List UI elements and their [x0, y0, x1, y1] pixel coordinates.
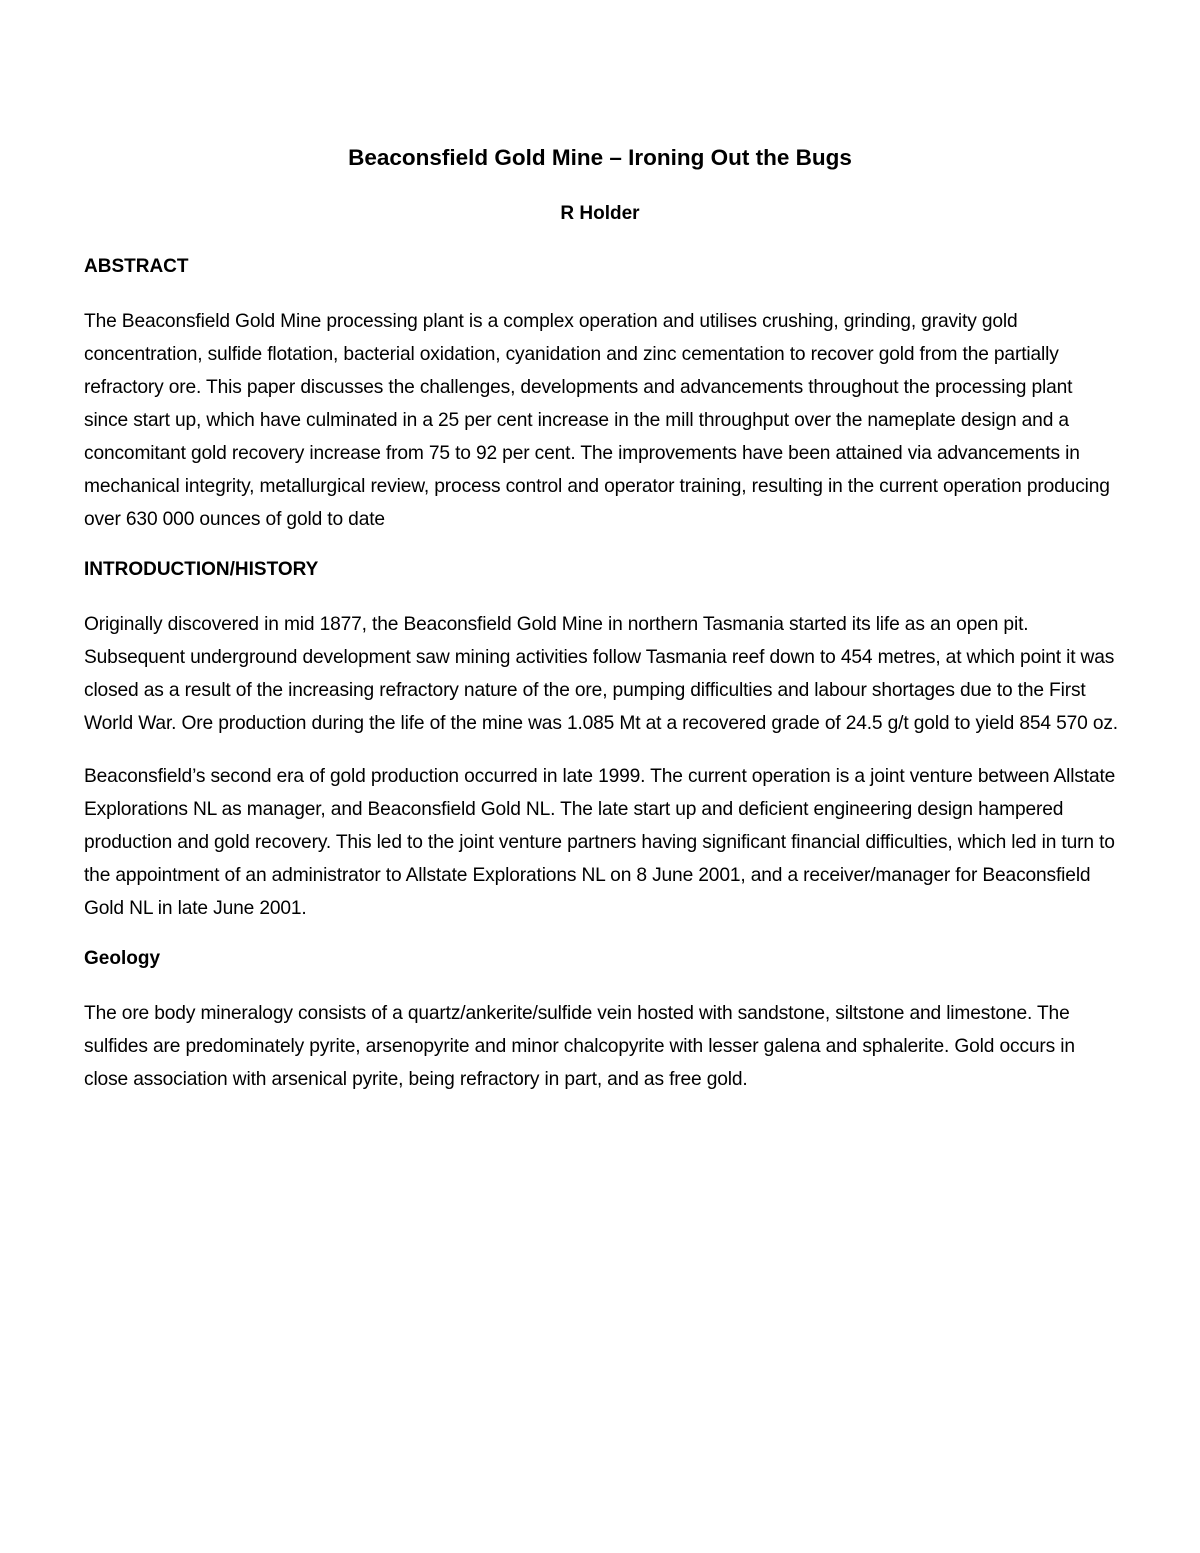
- paper-title: Beaconsfield Gold Mine – Ironing Out the Bugs: [348, 145, 852, 170]
- paper-author: R Holder: [560, 203, 640, 224]
- abstract-paragraph: The Beaconsfield Gold Mine processing plant is a complex operation and utilises crushing, grinding, gravity gold concentration, sulfide flotation, bacterial oxidation, cyanidation and zinc cementation to recover gold from the partially refractory ore. This paper discusses the challenges, developments and advancements throughout the processing plant since start up, which have culminated in a 25 per cent increase in the mill throughput over the nameplate design and a concomitant gold recovery increase from 75 to 92 per cent. The improvements have been attained via advancements in mechanical integrity, metallurgical review, process control and operator training, resulting in the current operation producing over 630 000 ounces of gold to date: [84, 311, 1110, 530]
- introduction-paragraph-2: Beaconsfield’s second era of gold production occurred in late 1999. The current operation is a joint venture between Allstate Explorations NL as manager, and Beaconsfield Gold NL. The late start up and deficient engineering design hampered production and gold recovery. This led to the joint venture partners having significant financial difficulties, which led in turn to the appointment of an administrator to Allstate Explorations NL on 8 June 2001, and a receiver/manager for Beaconsfield Gold NL in late June 2001.: [84, 766, 1116, 919]
- introduction-paragraph-1: Originally discovered in mid 1877, the Beaconsfield Gold Mine in northern Tasmania started its life as an open pit. Subsequent underground development saw mining activities follow Tasmania reef down to 454 metres, at which point it was closed as a result of the increasing refractory nature of the ore, pumping difficulties and labour shortages due to the First World War. Ore production during the life of the mine was 1.085 Mt at a recovered grade of 24.5 g/t gold to yield 854 570 oz.: [84, 614, 1118, 734]
- section-heading-abstract: ABSTRACT: [84, 256, 189, 277]
- section-heading-geology: Geology: [84, 948, 161, 969]
- section-heading-introduction: INTRODUCTION/HISTORY: [84, 559, 319, 580]
- paper-body: [84, 253, 1120, 1116]
- geology-paragraph: The ore body mineralogy consists of a quartz/ankerite/sulfide vein hosted with sandstone, siltstone and limestone. The sulfides are predominately pyrite, arsenopyrite and minor chalcopyrite with lesser galena and sphalerite. Gold occurs in close association with arsenical pyrite, being refractory in part, and as free gold.: [84, 1003, 1075, 1090]
